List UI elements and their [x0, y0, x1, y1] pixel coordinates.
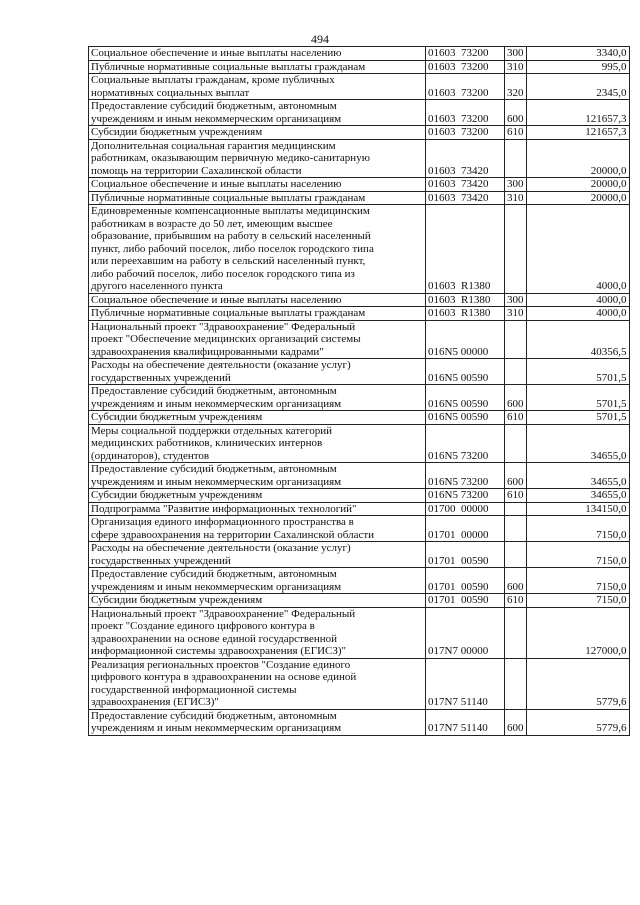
row-vr-cell: 600: [505, 385, 527, 411]
row-sum-cell: 4000,0: [526, 293, 629, 307]
row-code-cell: 01603 R1380: [426, 307, 505, 321]
row-vr-cell: [505, 658, 527, 709]
table-row: [89, 658, 630, 709]
row-code-cell: 01700 00000: [426, 502, 505, 516]
table-row: [89, 411, 630, 425]
row-sum-cell: 5779,6: [526, 709, 629, 735]
row-sum-cell: 34655,0: [526, 463, 629, 489]
row-sum-cell: 121657,3: [526, 126, 629, 140]
row-code-cell: 017N7 51140: [426, 658, 505, 709]
table-row: [89, 516, 630, 542]
row-vr-cell: 310: [505, 307, 527, 321]
row-name-cell: Национальный проект "Здравоохранение" Федеральный проект "Обеспечение медицинских организаций системы здравоохранения квалифицированными кадрами": [89, 320, 426, 359]
row-name-cell: Социальные выплаты гражданам, кроме публичных нормативных социальных выплат: [89, 74, 426, 100]
row-code-cell: 01603 73420: [426, 191, 505, 205]
row-vr-cell: 300: [505, 47, 527, 61]
row-vr-cell: 300: [505, 178, 527, 192]
row-vr-cell: [505, 205, 527, 294]
row-vr-cell: [505, 359, 527, 385]
row-code-cell: 016N5 73200: [426, 424, 505, 463]
row-vr-cell: 320: [505, 74, 527, 100]
row-code-cell: 016N5 00000: [426, 320, 505, 359]
table-row: [89, 205, 630, 294]
row-vr-cell: 300: [505, 293, 527, 307]
row-name-cell: Предоставление субсидий бюджетным, автономным учреждениям и иным некоммерческим организациям: [89, 709, 426, 735]
row-code-cell: 016N5 00590: [426, 385, 505, 411]
row-vr-cell: [505, 320, 527, 359]
row-vr-cell: 610: [505, 594, 527, 608]
row-name-cell: Субсидии бюджетным учреждениям: [89, 126, 426, 140]
row-name-cell: Предоставление субсидий бюджетным, автономным учреждениям и иным некоммерческим организациям: [89, 463, 426, 489]
table-row: [89, 293, 630, 307]
table-row: [89, 307, 630, 321]
row-vr-cell: [505, 516, 527, 542]
row-name-cell: Субсидии бюджетным учреждениям: [89, 411, 426, 425]
table-row: [89, 463, 630, 489]
row-vr-cell: 610: [505, 489, 527, 503]
row-sum-cell: 34655,0: [526, 424, 629, 463]
row-name-cell: Дополнительная социальная гарантия медицинским работникам, оказывающим первичную медико-санитарную помощь на территории Сахалинской области: [89, 139, 426, 178]
table-row: [89, 424, 630, 463]
row-sum-cell: 121657,3: [526, 100, 629, 126]
row-vr-cell: [505, 542, 527, 568]
row-vr-cell: 310: [505, 60, 527, 74]
row-name-cell: Социальное обеспечение и иные выплаты населению: [89, 47, 426, 61]
row-name-cell: Меры социальной поддержки отдельных категорий медицинских работников, клинических интернов (ординаторов), студентов: [89, 424, 426, 463]
table-row: [89, 607, 630, 658]
row-sum-cell: 7150,0: [526, 594, 629, 608]
row-name-cell: Социальное обеспечение и иные выплаты населению: [89, 178, 426, 192]
row-code-cell: 017N7 51140: [426, 709, 505, 735]
table-row: [89, 594, 630, 608]
row-name-cell: Предоставление субсидий бюджетным, автономным учреждениям и иным некоммерческим организациям: [89, 100, 426, 126]
row-code-cell: 01603 73200: [426, 74, 505, 100]
row-vr-cell: [505, 424, 527, 463]
budget-table: [88, 46, 630, 736]
row-sum-cell: 34655,0: [526, 489, 629, 503]
row-sum-cell: 40356,5: [526, 320, 629, 359]
table-row: [89, 74, 630, 100]
row-name-cell: Публичные нормативные социальные выплаты гражданам: [89, 191, 426, 205]
row-vr-cell: 600: [505, 709, 527, 735]
row-name-cell: Публичные нормативные социальные выплаты гражданам: [89, 307, 426, 321]
row-vr-cell: [505, 607, 527, 658]
table-row: [89, 191, 630, 205]
row-name-cell: Субсидии бюджетным учреждениям: [89, 594, 426, 608]
row-sum-cell: 4000,0: [526, 307, 629, 321]
row-code-cell: 01603 73200: [426, 100, 505, 126]
table-row: [89, 320, 630, 359]
row-sum-cell: 7150,0: [526, 568, 629, 594]
row-code-cell: 01603 73200: [426, 47, 505, 61]
row-code-cell: 01603 73200: [426, 126, 505, 140]
row-sum-cell: 5701,5: [526, 385, 629, 411]
row-name-cell: Организация единого информационного пространства в сфере здравоохранения на территории Сахалинской области: [89, 516, 426, 542]
row-name-cell: Социальное обеспечение и иные выплаты населению: [89, 293, 426, 307]
row-code-cell: 01603 R1380: [426, 293, 505, 307]
row-name-cell: Расходы на обеспечение деятельности (оказание услуг) государственных учреждений: [89, 359, 426, 385]
row-code-cell: 01701 00000: [426, 516, 505, 542]
row-sum-cell: 4000,0: [526, 205, 629, 294]
row-name-cell: Субсидии бюджетным учреждениям: [89, 489, 426, 503]
row-vr-cell: 310: [505, 191, 527, 205]
row-code-cell: 01701 00590: [426, 542, 505, 568]
row-name-cell: Реализация региональных проектов "Создание единого цифрового контура в здравоохранении на основе единой государственной информационной системы здравоохранения (ЕГИСЗ)": [89, 658, 426, 709]
row-sum-cell: 5701,5: [526, 411, 629, 425]
row-code-cell: 016N5 73200: [426, 463, 505, 489]
row-code-cell: 016N5 00590: [426, 411, 505, 425]
row-code-cell: 01603 R1380: [426, 205, 505, 294]
table-row: [89, 359, 630, 385]
table-row: [89, 709, 630, 735]
row-sum-cell: 20000,0: [526, 191, 629, 205]
table-row: [89, 568, 630, 594]
row-code-cell: 016N5 73200: [426, 489, 505, 503]
row-vr-cell: [505, 139, 527, 178]
row-sum-cell: 995,0: [526, 60, 629, 74]
row-vr-cell: 600: [505, 568, 527, 594]
row-name-cell: Национальный проект "Здравоохранение" Федеральный проект "Создание единого цифрового контура в здравоохранении на основе единой государственной информационной системы здравоохранения (ЕГИСЗ)": [89, 607, 426, 658]
row-vr-cell: [505, 502, 527, 516]
row-name-cell: Расходы на обеспечение деятельности (оказание услуг) государственных учреждений: [89, 542, 426, 568]
table-row: [89, 385, 630, 411]
row-name-cell: Единовременные компенсационные выплаты медицинским работникам в возрасте до 50 лет, имеющим высшее образование, прибывшим на работу в сельский населенный пункт, либо рабочий поселок, либо поселок городского типа или переехавшим на работу в сельский населенный пункт, либо рабочий поселок, либо поселок городского типа из другого населенного пункта: [89, 205, 426, 294]
row-sum-cell: 7150,0: [526, 516, 629, 542]
row-vr-cell: 610: [505, 411, 527, 425]
table-row: [89, 100, 630, 126]
page-number: 494: [311, 32, 329, 46]
table-row: [89, 178, 630, 192]
row-name-cell: Публичные нормативные социальные выплаты гражданам: [89, 60, 426, 74]
table-row: [89, 139, 630, 178]
row-sum-cell: 20000,0: [526, 178, 629, 192]
table-row: [89, 126, 630, 140]
row-name-cell: Подпрограмма "Развитие информационных технологий": [89, 502, 426, 516]
row-code-cell: 01701 00590: [426, 568, 505, 594]
table-row: [89, 47, 630, 61]
row-vr-cell: 610: [505, 126, 527, 140]
row-sum-cell: 127000,0: [526, 607, 629, 658]
row-sum-cell: 134150,0: [526, 502, 629, 516]
row-name-cell: Предоставление субсидий бюджетным, автономным учреждениям и иным некоммерческим организациям: [89, 385, 426, 411]
row-sum-cell: 5701,5: [526, 359, 629, 385]
row-name-cell: Предоставление субсидий бюджетным, автономным учреждениям и иным некоммерческим организациям: [89, 568, 426, 594]
row-vr-cell: 600: [505, 463, 527, 489]
row-sum-cell: 7150,0: [526, 542, 629, 568]
table-row: [89, 60, 630, 74]
row-sum-cell: 2345,0: [526, 74, 629, 100]
row-sum-cell: 3340,0: [526, 47, 629, 61]
row-code-cell: 01603 73420: [426, 178, 505, 192]
table-row: [89, 489, 630, 503]
row-code-cell: 01603 73420: [426, 139, 505, 178]
table-row: [89, 542, 630, 568]
row-code-cell: 01603 73200: [426, 60, 505, 74]
budget-table-body: [89, 47, 630, 736]
row-sum-cell: 5779,6: [526, 658, 629, 709]
row-code-cell: 016N5 00590: [426, 359, 505, 385]
row-vr-cell: 600: [505, 100, 527, 126]
row-code-cell: 017N7 00000: [426, 607, 505, 658]
table-row: [89, 502, 630, 516]
row-code-cell: 01701 00590: [426, 594, 505, 608]
row-sum-cell: 20000,0: [526, 139, 629, 178]
